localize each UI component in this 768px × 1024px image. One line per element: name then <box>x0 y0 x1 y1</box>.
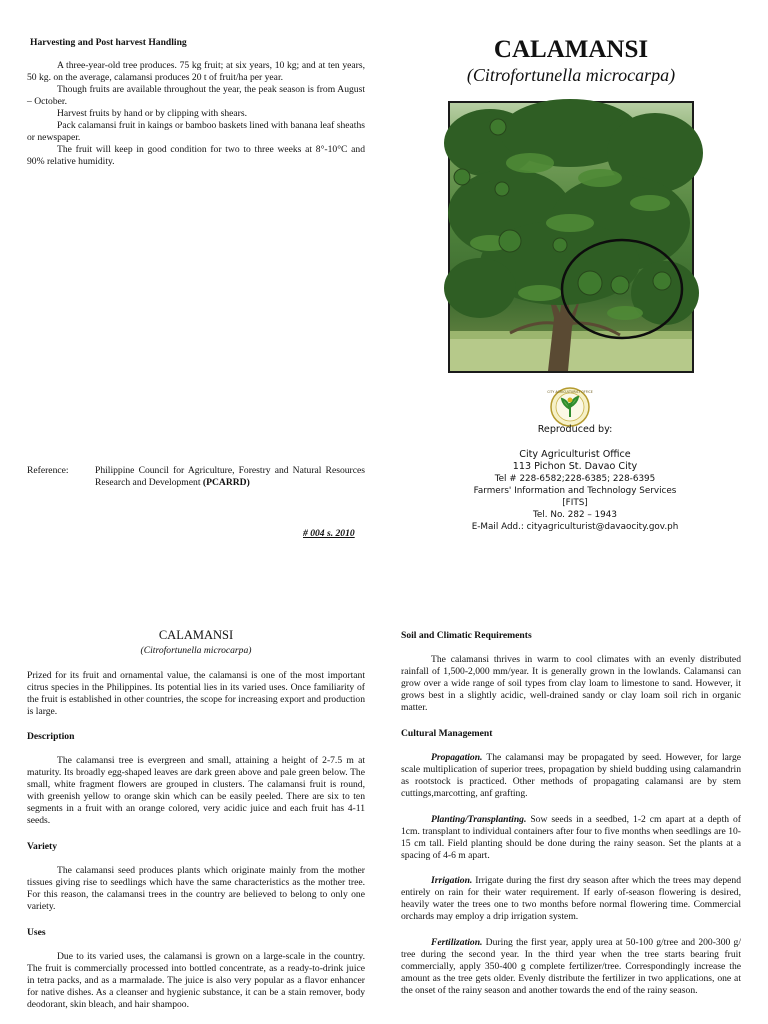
irrigation-label: Irrigation. <box>431 875 473 886</box>
fertilization-label: Fertilization. <box>431 937 483 948</box>
soil-heading: Soil and Climatic Requirements <box>401 630 532 641</box>
fertilization-text: During the first year, apply urea at 50-100 g/tree and 200-300 g/ tree during the second year. In the third year when the tree starts bearing fruit commercially, apply 350-400 g complete fertilizer/tree. Correspondingly increase the amount as the tree gets older. Evenly distribute the fertilizer in two applications, one at the onset of the rainy season and another towards the end of the rainy season. <box>401 937 741 996</box>
harvest-paragraph: A three-year-old tree produces. 75 kg fruit; at six years, 10 kg; and at ten years, 50 kg. on the average, calamansi produces 20 t of fruit/ha per year. <box>27 60 365 83</box>
city-agriculturist-seal <box>547 387 593 427</box>
harvest-paragraph: The fruit will keep in good condition for two to three weeks at 8°-10°C and 90% relative humidity. <box>27 144 365 167</box>
reference-acronym: (PCARRD) <box>202 477 250 488</box>
harvest-paragraph: Harvest fruits by hand or by clipping with shears. <box>57 108 247 119</box>
tree-illustration <box>450 103 692 371</box>
reproduced-by: Reproduced by: <box>537 424 613 435</box>
contact-block <box>420 424 730 533</box>
cover-title: CALAMANSI <box>493 36 649 63</box>
office-name: City Agriculturist Office <box>519 449 631 460</box>
irrigation-text: Irrigate during the first dry season after which the trees may depend entirely on rain for their water requirement. If early of-season flowering is desired, heavily water the trees one to two months before normal flowering time. Commercial orchards may employ a drip irrigation system. <box>401 875 741 922</box>
propagation-paragraph <box>401 752 741 800</box>
office-email: E-Mail Add.: cityagriculturist@davaocity.gov.ph <box>471 522 679 532</box>
propagation-label: Propagation. <box>431 752 483 763</box>
cultural-heading: Cultural Management <box>401 728 493 739</box>
reference-label: Reference: <box>27 465 69 476</box>
irrigation-paragraph <box>401 875 741 923</box>
fertilization-paragraph <box>401 937 741 997</box>
uses-text: Due to its varied uses, the calamansi is grown on a large-scale in the country. The fruit is commercially processed into bottled concentrate, as a ready-to-drink juice in tetra packs, and as a marmalade. The juice is also very popular as a flavor enhancer for native dishes. As a cleanser and hygienic substance, it can be a stain remover, body deodorant, skin bleach, and hair shampoo. <box>27 951 365 1010</box>
intro-subtitle: (Citrofortunella microcarpa) <box>140 645 252 656</box>
harvest-paragraph: Though fruits are available throughout the year, the peak season is from August – October. <box>27 84 365 107</box>
harvest-section <box>27 60 365 168</box>
intro-paragraph: Prized for its fruit and ornamental value, the calamansi is one of the most important citrus species in the Philippines. Its potential lies in its varied uses. Once familiarity of the fruit is established in other countries, the scope for increasing export and production is large. <box>27 670 365 717</box>
cover-subtitle: (Citrofortunella microcarpa) <box>466 65 676 85</box>
description-text: The calamansi tree is evergreen and small, attaining a height of 2-7.5 m at maturity. Its broadly egg-shaped leaves are dark green above and pale green below. The small, white fragment flowers are grouped in clusters. The calamansi fruit is round, with greenish yellow to orange skin which can be easily peeled. There are six to ten segments in a fruit with an orange colored, very acidic juice and each fruit has 4-11 seeds. <box>27 755 365 826</box>
reference-text: Philippine Council for Agriculture, Forestry and Natural Resources Research and Development <box>95 465 365 488</box>
propagation-text: The calamansi may be propagated by seed. However, for large scale multiplication of superior trees, propagation by shield budding using calamandrin as rootstock is practiced. Other methods of propagating calamansi are by stem cuttings,marcotting, anf grafting. <box>401 752 741 799</box>
planting-label: Planting/Transplanting. <box>431 814 527 825</box>
reference-text-block <box>95 465 365 489</box>
fits-name: Farmers' Information and Technology Services <box>473 486 677 496</box>
intro-title: CALAMANSI <box>158 628 234 642</box>
fits-abbreviation: [FITS] <box>562 498 588 508</box>
planting-text: Sow seeds in a seedbed, 1-2 cm apart at a depth of 1cm. transplant to individual containers after four to five months when seedlings are 10-15 cm tall. Field planting should be done during the rainy season. Set the plants at a spacing of 4-6 m apart. <box>401 814 741 861</box>
office-address: 113 Pichon St. Davao City <box>512 461 638 472</box>
planting-paragraph <box>401 814 741 862</box>
variety-text: The calamansi seed produces plants which originate mainly from the mother tissues giving rise to seedlings which have the same characteristics as the mother tree. For this reason, the calamansi trees in the country are believed to belong to only one variety. <box>27 865 365 912</box>
seal-text: CITY AGRICULTURIST OFFICE <box>547 390 593 394</box>
variety-heading: Variety <box>27 841 58 852</box>
harvest-heading: Harvesting and Post harvest Handling <box>30 37 187 48</box>
issue-number: # 004 s. 2010 <box>303 528 355 539</box>
fits-telephone: Tel. No. 282 – 1943 <box>533 510 617 520</box>
calamansi-tree-photo <box>448 101 694 373</box>
harvest-paragraph: Pack calamansi fruit in kaings or bamboo baskets lined with banana leaf sheaths or newspaper. <box>27 120 365 143</box>
description-heading: Description <box>27 731 75 742</box>
office-telephone: Tel # 228-6582;228-6385; 228-6395 <box>494 474 656 484</box>
uses-heading: Uses <box>27 927 46 938</box>
soil-text: The calamansi thrives in warm to cool climates with an evenly distributed rainfall of 1,500-2,000 mm/year. It is generally grown in the lowlands. Calamansi can grow over a wide range of soil types from clay loam to limestone to sand. However, it grows best in a slightly acidic, well-drained sandy or clay loam soil rich in organic matter. <box>401 654 741 713</box>
